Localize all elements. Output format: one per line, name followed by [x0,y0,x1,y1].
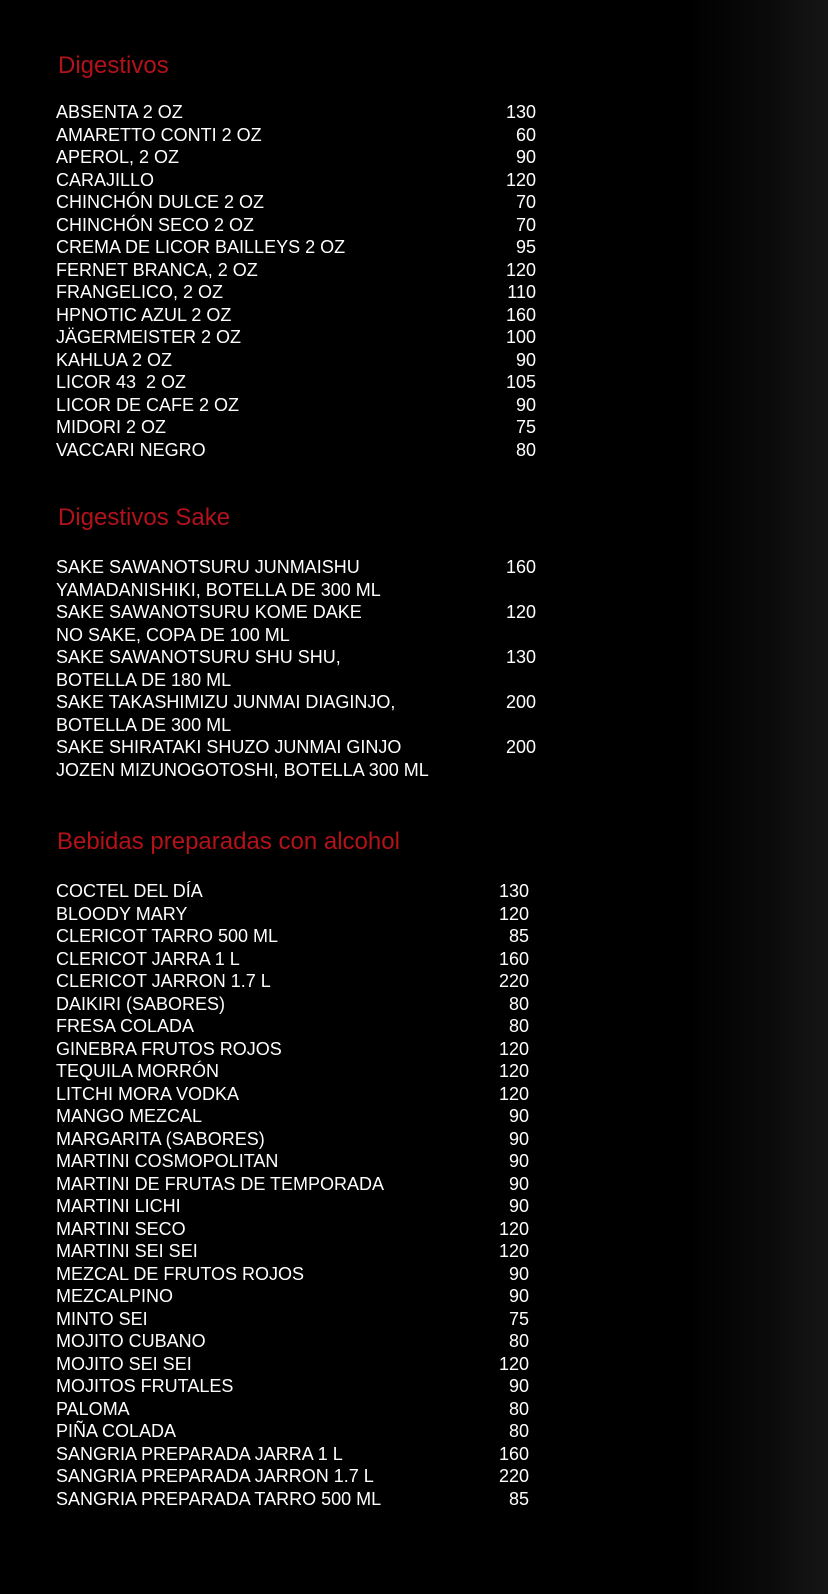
item-price: 85 [508,1488,529,1509]
menu-item [56,948,529,971]
menu-item [56,1218,529,1241]
menu-item [56,1060,529,1083]
menu-item [56,439,536,462]
menu-item [56,1038,529,1061]
menu-item [56,304,536,327]
item-price: 200 [505,737,536,757]
item-price: 100 [505,327,536,347]
item-price: 120 [505,259,536,280]
item-name: MINTO SEI [56,1308,148,1329]
menu-item [56,146,536,169]
item-name-line1: SAKE TAKASHIMIZU JUNMAI DIAGINJO, [56,692,396,712]
item-name: MOJITO SEI SEI [56,1353,192,1374]
menu-item [56,1263,529,1286]
item-price: 120 [505,602,536,622]
item-price: 80 [508,1398,529,1419]
item-price: 160 [498,1443,529,1464]
item-price: 160 [498,948,529,969]
item-price: 120 [498,1218,529,1239]
item-price: 120 [498,1353,529,1374]
item-price: 90 [515,349,536,370]
item-name: MIDORI 2 OZ [56,417,167,437]
item-list [56,101,536,461]
item-price: 75 [515,417,536,437]
item-price: 95 [515,237,536,257]
menu-item [56,124,536,147]
item-name: FRANGELICO, 2 OZ [56,282,224,302]
item-name: SANGRIA PREPARADA TARRO 500 ML [56,1488,382,1509]
item-list [56,880,529,1510]
item-price: 220 [498,1466,529,1486]
item-name: CREMA DE LICOR BAILLEYS 2 OZ [56,237,346,257]
section-title: Digestivos [58,52,169,79]
item-price: 90 [508,1263,529,1284]
menu-item [56,1015,529,1038]
item-name: TEQUILA MORRÓN [56,1061,220,1081]
item-price: 90 [508,1151,529,1171]
item-name: PIÑA COLADA [56,1421,177,1441]
item-name-line1: SAKE SAWANOTSURU SHU SHU, [56,647,341,667]
section-title: Bebidas preparadas con alcohol [57,828,400,855]
item-price: 120 [505,169,536,190]
item-price: 160 [505,304,536,325]
item-name: APEROL, 2 OZ [56,147,180,167]
menu-item [56,1150,529,1173]
item-name: CARAJILLO [56,169,155,190]
menu-item [56,993,529,1016]
menu-item [56,281,536,304]
section-title: Digestivos Sake [58,504,231,531]
item-name-line2: BOTELLA DE 180 ML [56,669,232,690]
item-name-line2: NO SAKE, COPA DE 100 ML [56,624,290,645]
menu-item [56,1128,529,1151]
item-price: 160 [505,557,536,577]
item-price: 80 [508,1016,529,1036]
menu-item [56,556,536,601]
item-price: 80 [515,439,536,460]
menu-item [56,236,536,259]
menu-item [56,371,536,394]
item-name: MARGARITA (SABORES) [56,1128,265,1149]
item-price: 90 [508,1286,529,1306]
item-name: MARTINI DE FRUTAS DE TEMPORADA [56,1173,385,1194]
menu-item [56,1465,529,1488]
item-name: SANGRIA PREPARADA JARRON 1.7 L [56,1466,374,1486]
menu-item [56,259,536,282]
menu-item [56,880,529,903]
item-name: MARTINI LICHI [56,1196,181,1216]
item-price: 130 [505,102,536,122]
item-list [56,556,536,781]
menu-item [56,646,536,691]
item-price: 110 [507,282,536,302]
item-name-line2: YAMADANISHIKI, BOTELLA DE 300 ML [56,579,381,600]
menu-item [56,1105,529,1128]
item-name-line1: SAKE SAWANOTSURU JUNMAISHU [56,557,360,577]
item-name: KAHLUA 2 OZ [56,349,173,370]
item-name [56,736,456,781]
item-name: MEZCAL DE FRUTOS ROJOS [56,1263,305,1284]
item-name-line2: BOTELLA DE 300 ML [56,714,232,735]
item-name [56,691,456,736]
background-shading [688,0,828,1594]
item-price: 90 [515,147,536,167]
menu-item [56,1285,529,1308]
item-name: CLERICOT JARRA 1 L [56,948,240,969]
item-name: MARTINI SECO [56,1218,186,1239]
menu-item [56,191,536,214]
item-name: CLERICOT TARRO 500 ML [56,926,279,946]
item-price: 80 [508,993,529,1014]
item-price: 70 [515,214,536,235]
item-price: 75 [508,1308,529,1329]
item-name: BLOODY MARY [56,903,188,924]
menu-item [56,601,536,646]
item-price: 90 [515,394,536,415]
item-name: DAIKIRI (SABORES) [56,993,226,1014]
item-price: 120 [498,1038,529,1059]
menu-item [56,394,536,417]
menu-item [56,970,529,993]
menu-item [56,925,529,948]
item-price: 90 [508,1173,529,1194]
item-price: 90 [508,1196,529,1216]
item-name: MANGO MEZCAL [56,1106,203,1126]
menu-item [56,1330,529,1353]
item-name [56,601,456,646]
item-name: LICOR 43 2 OZ [56,372,187,392]
item-name: LICOR DE CAFE 2 OZ [56,394,240,415]
item-price: 60 [515,124,536,145]
item-name: SANGRIA PREPARADA JARRA 1 L [56,1443,343,1464]
item-name: MOJITOS FRUTALES [56,1376,234,1396]
menu-item [56,1173,529,1196]
item-name: CLERICOT JARRON 1.7 L [56,971,271,991]
menu-item [56,1488,529,1511]
item-price: 120 [498,1061,529,1081]
item-name: PALOMA [56,1398,130,1419]
item-name: GINEBRA FRUTOS ROJOS [56,1038,282,1059]
item-name: MARTINI SEI SEI [56,1241,198,1261]
item-name: FRESA COLADA [56,1016,195,1036]
item-name: VACCARI NEGRO [56,439,206,460]
item-name: COCTEL DEL DÍA [56,881,203,901]
item-price: 90 [508,1106,529,1126]
menu-item [56,326,536,349]
item-price: 130 [505,647,536,667]
item-price: 90 [508,1376,529,1396]
item-price: 120 [498,1083,529,1104]
menu-item [56,416,536,439]
item-name-line1: SAKE SHIRATAKI SHUZO JUNMAI GINJO [56,737,402,757]
item-price: 105 [505,372,536,392]
item-price: 85 [508,926,529,946]
item-name: FERNET BRANCA, 2 OZ [56,259,258,280]
item-name: MARTINI COSMOPOLITAN [56,1151,279,1171]
menu-item [56,214,536,237]
item-price: 200 [505,692,536,712]
item-price: 70 [515,192,536,212]
item-name-line1: SAKE SAWANOTSURU KOME DAKE [56,602,362,622]
menu-item [56,1083,529,1106]
menu-item [56,169,536,192]
menu-item [56,101,536,124]
item-name [56,646,456,691]
item-price: 120 [498,1241,529,1261]
item-price: 80 [508,1421,529,1441]
item-name: ABSENTA 2 OZ [56,102,183,122]
menu-item [56,1308,529,1331]
item-price: 80 [508,1331,529,1351]
menu-item [56,1353,529,1376]
menu-item [56,1195,529,1218]
menu-item [56,1420,529,1443]
item-name: JÄGERMEISTER 2 OZ [56,327,242,347]
item-name: HPNOTIC AZUL 2 OZ [56,304,232,325]
item-name [56,556,456,601]
menu-item [56,1240,529,1263]
item-price: 130 [498,881,529,901]
menu-item [56,1375,529,1398]
menu-item [56,736,536,781]
menu-item [56,349,536,372]
item-name: CHINCHÓN DULCE 2 OZ [56,192,265,212]
menu-item [56,1443,529,1466]
item-name: CHINCHÓN SECO 2 OZ [56,214,255,235]
menu-item [56,1398,529,1421]
item-price: 220 [498,971,529,991]
menu-item [56,903,529,926]
item-price: 120 [498,903,529,924]
item-name: LITCHI MORA VODKA [56,1083,240,1104]
menu-item [56,691,536,736]
item-name: AMARETTO CONTI 2 OZ [56,124,262,145]
item-name: MOJITO CUBANO [56,1331,206,1351]
item-price: 90 [508,1128,529,1149]
item-name: MEZCALPINO [56,1286,174,1306]
item-name-line2: JOZEN MIZUNOGOTOSHI, BOTELLA 300 ML [56,759,429,780]
